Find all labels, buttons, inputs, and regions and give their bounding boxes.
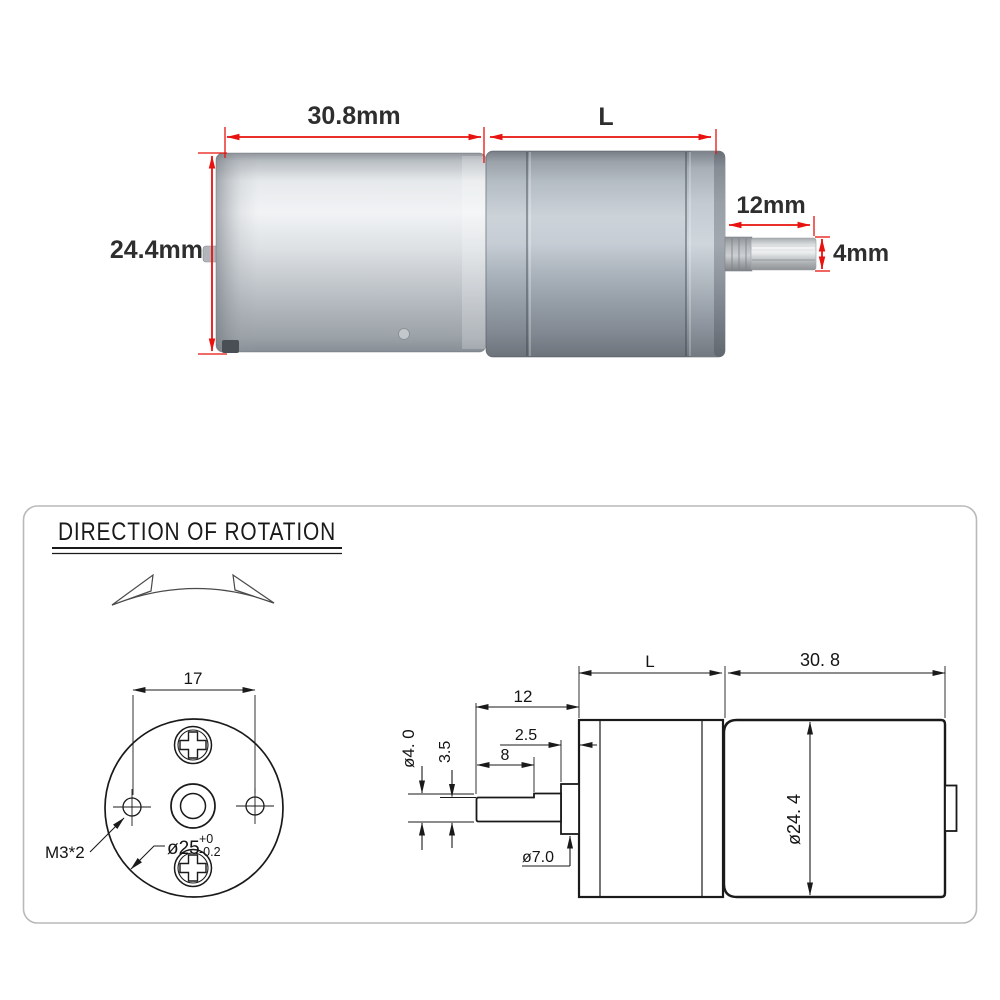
pilot-tolerance-upper: +0 (199, 832, 214, 846)
motor-bottom-notch (222, 340, 239, 353)
photo-dim-shaft-diameter (815, 237, 889, 271)
dim-flat-height-label: 3.5 (437, 740, 454, 763)
gearbox-body (486, 151, 725, 357)
photo-dim-body-diameter-label: 24.4mm (109, 236, 203, 264)
dim-boss-length-label: 2.5 (514, 727, 538, 744)
top-screw (175, 727, 212, 764)
pilot-tolerance-lower: -0.2 (199, 845, 221, 859)
dim-shaft-diameter-label: ø4. 0 (399, 729, 418, 768)
photo-dim-shaft-diameter-label: 4mm (833, 240, 890, 267)
photo-dim-shaft-length-label: 12mm (736, 192, 806, 219)
dim-body-diameter-label: ø24. 4 (784, 793, 804, 845)
motor-body (216, 153, 486, 353)
photo-dim-gearbox-length (490, 103, 716, 154)
dim-gearbox-length-label: L (645, 652, 655, 671)
terminal-tab (945, 786, 957, 832)
product-photo (110, 102, 889, 357)
boss-diameter-label: ø7.0 (522, 849, 555, 866)
photo-dim-gearbox-length-label: L (598, 103, 614, 131)
pilot-diameter-label: ø25 (167, 838, 200, 859)
shaft-outline (477, 794, 562, 822)
output-shaft (725, 237, 816, 271)
thread-callout-label: M3*2 (45, 843, 85, 862)
motor-outline (724, 720, 945, 897)
drawing-title: DIRECTION OF ROTATION (58, 518, 336, 546)
bearing-boss (561, 784, 579, 834)
shaft-hub-inner (181, 794, 206, 819)
motor-screw-dimple (399, 329, 410, 340)
dim-hole-spacing-label: 17 (183, 669, 203, 688)
photo-dim-shaft-length (729, 192, 814, 236)
dim-flat-length-label: 8 (500, 747, 510, 764)
photo-dim-motor-length-label: 30.8mm (307, 102, 401, 130)
dim-motor-length-label: 30. 8 (799, 650, 841, 670)
dim-shaft-length-label: 12 (513, 687, 533, 706)
